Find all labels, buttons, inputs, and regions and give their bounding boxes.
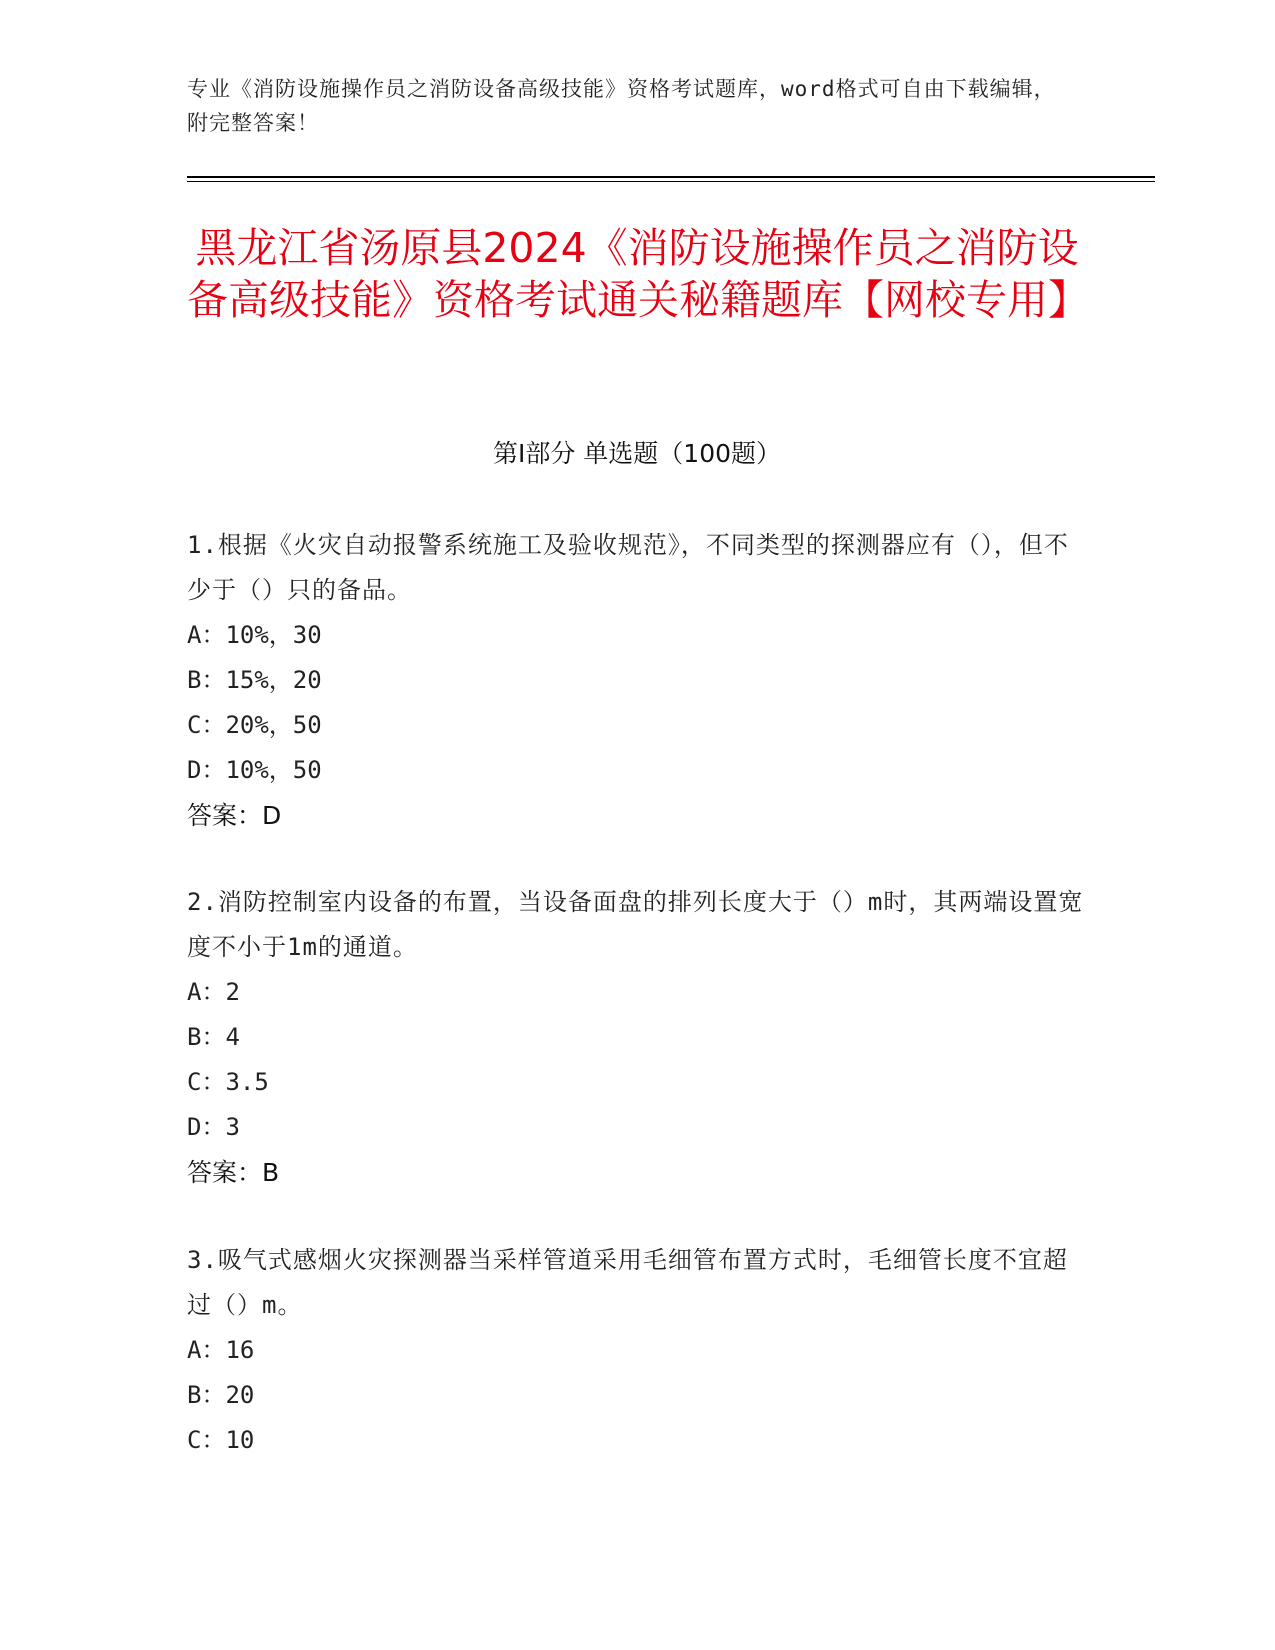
option-b: B：4 [187,1023,240,1051]
answer: 答案：D [187,801,282,830]
option-c: C：10 [187,1426,255,1454]
question-3 [187,1238,1087,1463]
option-a: A：10%，30 [187,621,322,649]
section-heading: 第I部分 单选题（100题） [492,439,782,468]
option-d: D：3 [187,1113,240,1141]
option-b: B：20 [187,1381,255,1409]
header-rule-thin [187,181,1155,182]
option-d: D：10%，50 [187,756,322,784]
header-note: 专业《消防设施操作员之消防设备高级技能》资格考试题库，word格式可自由下载编辑，附完整答案！ [187,77,1056,135]
document-title: 黑龙江省汤原县2024《消防设施操作员之消防设备高级技能》资格考试通关秘籍题库【网校专用】 [187,224,1089,324]
question-stem: 3.吸气式感烟火灾探测器当采样管道采用毛细管布置方式时，毛细管长度不宜超过（）m。 [187,1246,1068,1319]
header-rule-thick [187,176,1155,178]
option-b: B：15%，20 [187,666,322,694]
question-2 [187,880,1087,1195]
question-stem: 2.消防控制室内设备的布置，当设备面盘的排列长度大于（）m时，其两端设置宽度不小于1m的通道。 [187,888,1084,961]
question-stem: 1.根据《火灾自动报警系统施工及验收规范》，不同类型的探测器应有（），但不少于（）只的备品。 [187,531,1069,604]
question-1 [187,523,1087,838]
option-c: C：3.5 [187,1068,269,1096]
option-c: C：20%，50 [187,711,322,739]
answer: 答案：B [187,1158,280,1187]
option-a: A：2 [187,978,240,1006]
option-a: A：16 [187,1336,255,1364]
